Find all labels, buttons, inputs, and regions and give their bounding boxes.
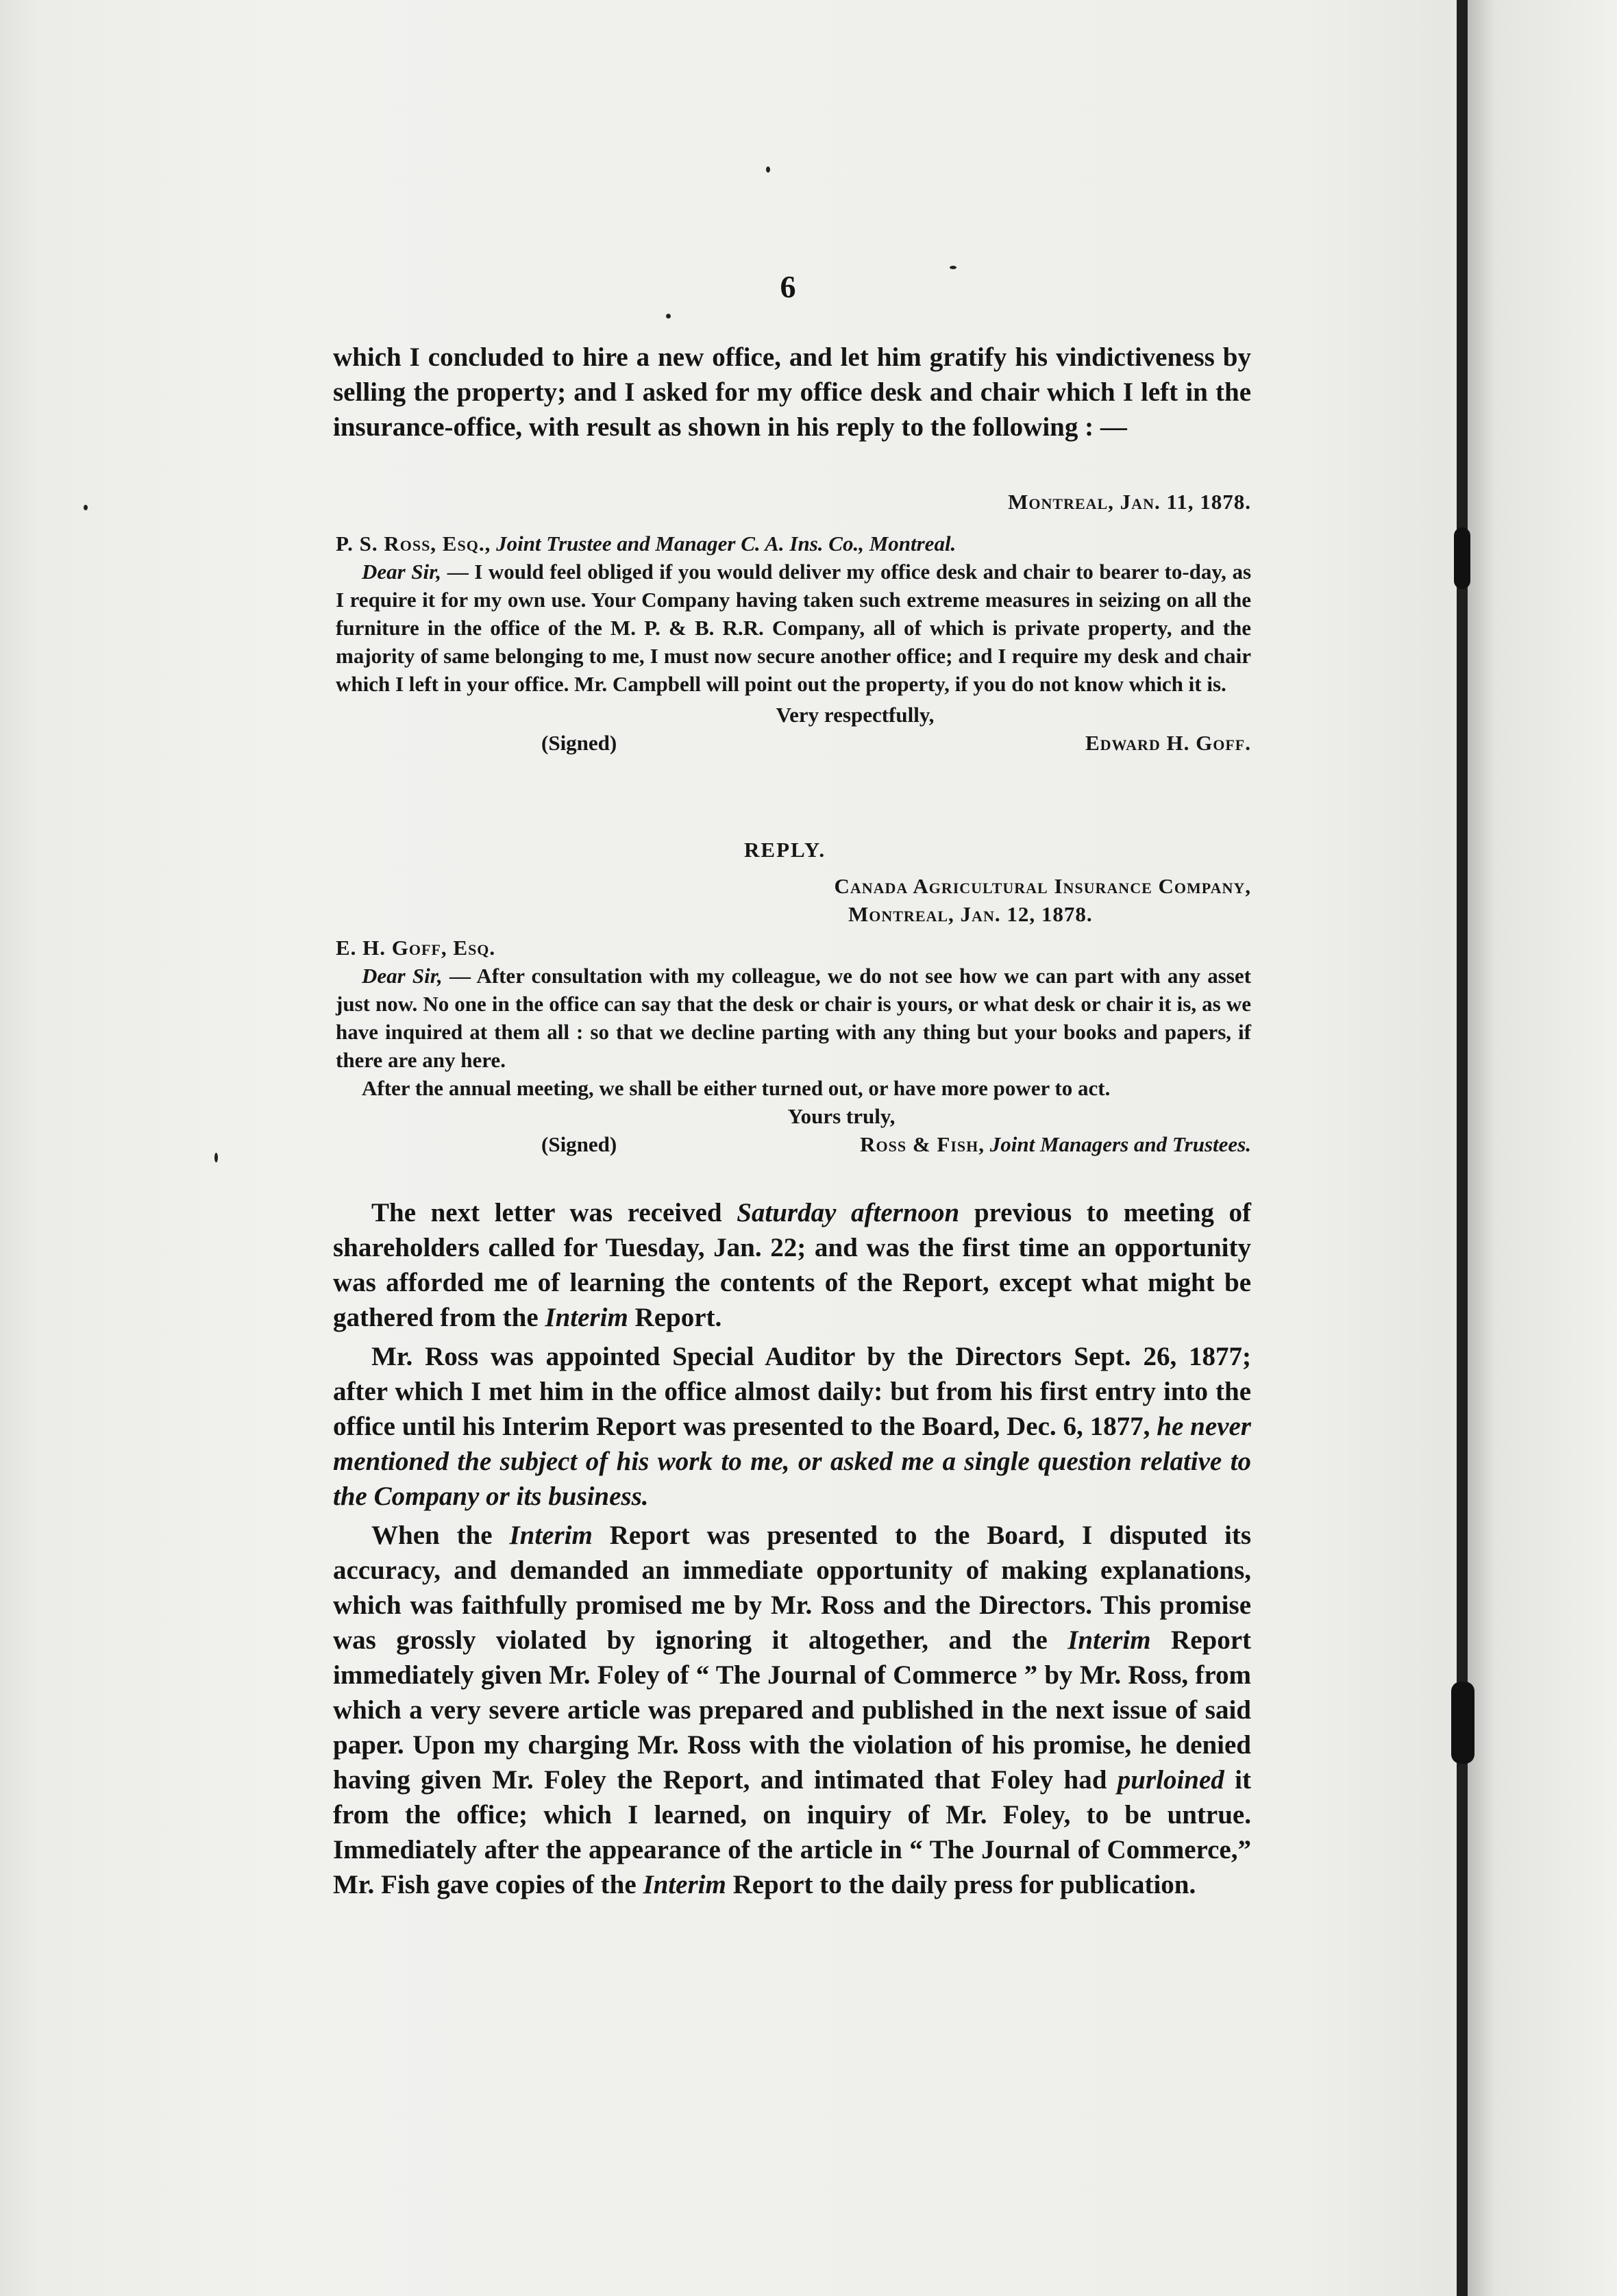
para1-text-a: The next letter was received [371,1198,737,1227]
para3-text-i: Report to the daily press for publication. [726,1870,1196,1899]
para2-emphasis: he never mentioned the subject of his work to me, or asked me a single question relative to the Company or its business. [333,1412,1251,1511]
reply-body-text: — After consultation with my colleague, we do not see how we can part with any asset just now. No one in the office can say that the desk or chair is yours, or what desk or chair it is, as we have inquired at them all : so that we decline parting with any thing but your books and papers, if there are any here. [336,964,1252,1072]
para3-emphasis-interim-2: Interim [1067,1625,1151,1655]
paragraph-interim-report [333,1518,1251,1902]
reply-signature-title: Joint Managers and Trustees. [989,1132,1251,1156]
para3-text-a: When the [371,1521,510,1550]
letter-body-text: — I would feel obliged if you would deliver my office desk and chair to bearer to-day, as I require it for my own use. Your Company having taken such extreme measures in seizing on all the furniture in the office of the M. P. & B. R.R. Company, all of which is private property, and the majority of same belonging to me, I must now secure another office; and I require my desk and chair which I left in your office. Mr. Campbell will point out the property, if you do not know which it is. [336,560,1252,696]
para1-text-e: Report. [628,1303,722,1332]
letter-goff-to-ross [336,488,1251,757]
letter-salutation: Dear Sir, [362,560,442,584]
para3-text-c: Report was presented to the Board, I disputed its accuracy, and demanded an immediate opportunity of making explanations, which was faithfully promised me by Mr. Ross and the Directors. This promise was grossly violated by ignoring it altogether, and the [333,1521,1251,1655]
paragraph-special-auditor [333,1339,1251,1514]
addressee-title: Joint Trustee and Manager C. A. Ins. Co., Montreal. [496,532,956,556]
reply-salutation: Dear Sir, [362,964,443,988]
para1-emphasis-saturday: Saturday afternoon [737,1198,960,1227]
reply-body-second: After the annual meeting, we shall be either turned out, or have more power to act. [362,1076,1111,1100]
reply-addressee: E. H. Goff, Esq. [336,936,496,960]
para3-emphasis-purloined: purloined [1117,1765,1224,1795]
letter-dateline: Montreal, Jan. 11, 1878. [1008,490,1251,514]
paragraph-next-letter [333,1195,1251,1335]
letter-closing: Very respectfully, [776,703,935,727]
para3-emphasis-interim-1: Interim [509,1521,593,1550]
para3-text-g: it from the office; which I learned, on inquiry of Mr. Foley, to be untrue. Immediately after the appearance of the article in “ The Journal of Commerce,” Mr. Fish gave copies of the [333,1765,1251,1899]
reply-signature [860,1130,1251,1158]
reply-letter [336,836,1251,1158]
para3-emphasis-interim-3: Interim [643,1870,726,1899]
reply-body [336,962,1251,1074]
letter-body [336,558,1251,698]
para2-text-a: Mr. Ross was appointed Special Auditor by the Directors Sept. 26, 1877; after which I met him in the office almost daily: but from his first entry into the office until his Interim Report was presented to the Board, Dec. 6, 1877, [333,1342,1251,1441]
opening-paragraph [333,340,1251,445]
signed-label: (Signed) [541,731,617,755]
narrative [333,1195,1251,1902]
para1-text-c: previous to meeting of shareholders called for Tuesday, Jan. 22; and was the first time an opportunity was afforded me of learning the contents of the Report, except what might be gathered from the [333,1198,1251,1332]
reply-heading: REPLY. [744,838,826,862]
reply-dateline: Montreal, Jan. 12, 1878. [848,902,1093,926]
letter-addressee [336,529,1251,558]
page-number: 6 [780,269,796,304]
reply-signature-names: Ross & Fish, [860,1132,985,1156]
opening-paragraph-text: which I concluded to hire a new office, and let him gratify his vindictiveness by selling the property; and I asked for my office desk and chair which I left in the insurance-office, with result as shown in his reply to the following : — [333,342,1251,442]
letter-signature-row [336,729,1251,757]
reply-closing: Yours truly, [787,1104,896,1128]
reply-company: Canada Agricultural Insurance Company, [834,874,1251,898]
para1-emphasis-interim: Interim [545,1303,628,1332]
para3-text-e: Report immediately given Mr. Foley of “ The Journal of Commerce ” by Mr. Ross, from which a very severe article was prepared and published in the next issue of said paper. Upon my charging Mr. Ross with the violation of his promise, he denied having given Mr. Foley the Report, and intimated that Foley had [333,1625,1251,1795]
addressee-name: P. S. Ross, Esq., [336,532,491,556]
letter-signature: Edward H. Goff. [1085,731,1251,755]
reply-signed-label: (Signed) [541,1132,617,1156]
reply-signature-row [336,1130,1251,1158]
